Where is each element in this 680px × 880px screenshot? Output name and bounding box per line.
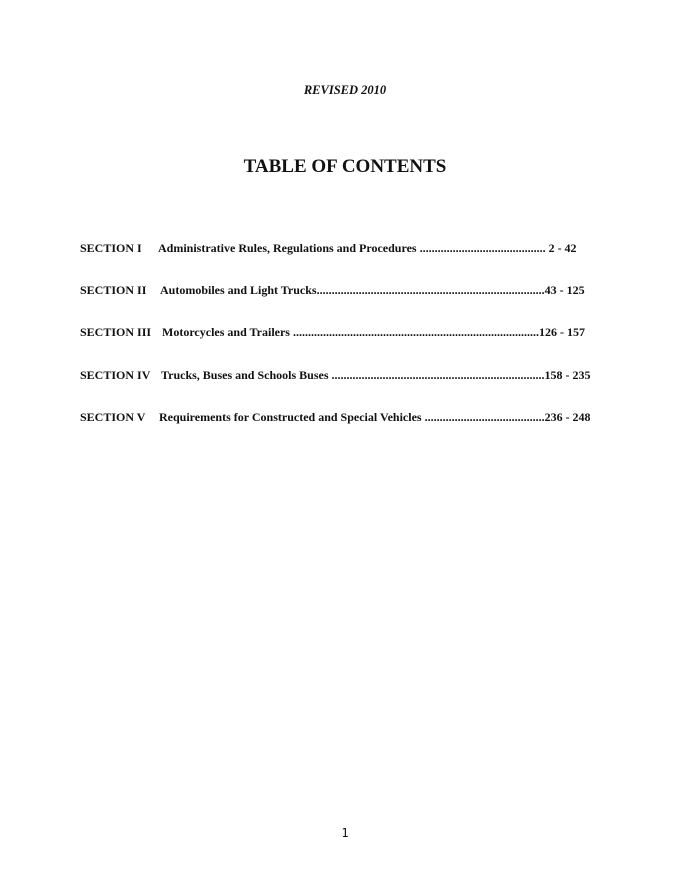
toc-page-range: 158 - 235 xyxy=(544,368,591,382)
toc-entry-title: Motorcycles and Trailers xyxy=(162,325,290,339)
toc-leader: ............................................................................ xyxy=(316,283,545,297)
page-title: TABLE OF CONTENTS xyxy=(243,156,447,177)
toc-section-label: SECTION III xyxy=(80,325,152,339)
toc-entry-section-1 xyxy=(80,240,577,256)
toc-page-range: 126 - 157 xyxy=(538,325,585,339)
toc-leader: .................................................................................. xyxy=(289,325,539,339)
toc-section-label: SECTION II xyxy=(80,283,147,297)
toc-page-range: 2 - 42 xyxy=(548,241,577,255)
toc-entry-section-2 xyxy=(80,282,585,298)
page-number: 1 xyxy=(341,826,349,840)
toc-section-label: SECTION I xyxy=(80,241,142,255)
toc-section-label: SECTION IV xyxy=(80,368,151,382)
toc-leader: ....................................................................... xyxy=(328,368,545,382)
toc-entry-section-3 xyxy=(80,324,585,340)
toc-page-range: 43 - 125 xyxy=(544,283,585,297)
toc-section-label: SECTION V xyxy=(80,410,146,424)
revised-date: REVISED 2010 xyxy=(303,83,387,97)
toc-leader: .......................................... xyxy=(416,241,549,255)
toc-leader: ........................................ xyxy=(421,410,545,424)
toc-page-range: 236 - 248 xyxy=(544,410,591,424)
toc-entry-title: Administrative Rules, Regulations and Procedures xyxy=(158,241,417,255)
toc-entry-title: Trucks, Buses and Schools Buses xyxy=(161,368,329,382)
toc-entry-title: Automobiles and Light Trucks xyxy=(160,283,317,297)
toc-entry-section-4 xyxy=(80,367,591,383)
toc-entry-section-5 xyxy=(80,409,591,425)
toc-entry-title: Requirements for Constructed and Special Vehicles xyxy=(159,410,422,424)
